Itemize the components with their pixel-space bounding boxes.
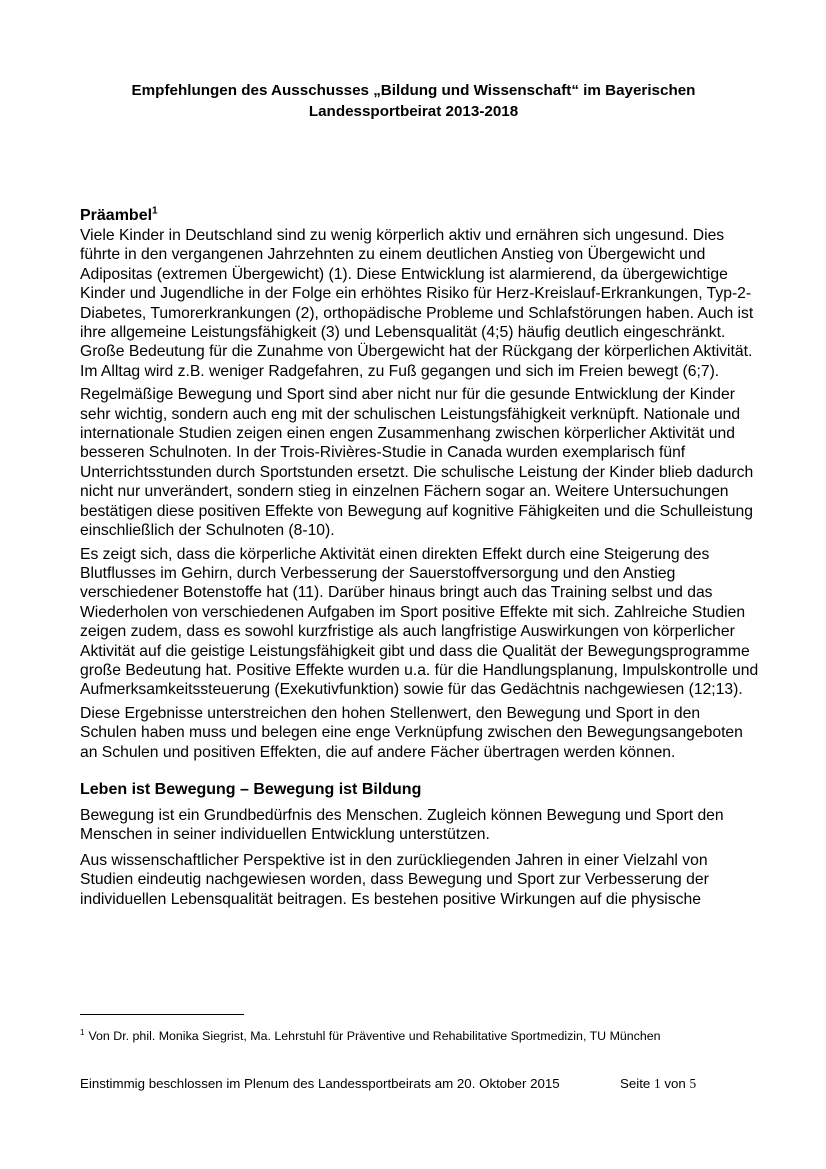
- section-leben-ist-bewegung: [80, 780, 760, 909]
- footer-resolution-text: Einstimmig beschlossen im Plenum des Landessportbeirats am 20. Oktober 2015: [80, 1076, 560, 1091]
- preamble-paragraph-2: Regelmäßige Bewegung und Sport sind aber nicht nur für die gesunde Entwicklung der Kinder sehr wichtig, sondern auch eng mit der schulischen Leistungsfähigkeit verknüpft. Nationale und internationale Studien zeigen einen engen Zusammenhang zwischen körperlicher Aktivität und besseren Schulnoten. In der Trois-Rivières-Studie in Canada wurden exemplarisch fünf Unterrichtsstunden durch Sportstunden ersetzt. Die schulische Leistung der Kinder blieb dadurch nicht nur unverändert, sondern stieg in einzelnen Fächern sogar an. Weitere Untersuchungen bestätigen diese positiven Effekte von Bewegung auf kognitive Fähigkeiten und die Schulleistung einschließlich der Schulnoten (8-10).: [80, 386, 754, 540]
- preamble-paragraph-1: Viele Kinder in Deutschland sind zu wenig körperlich aktiv und ernähren sich ungesund. Dies führte in den vergangenen Jahrzehnten zu einem deutlichen Anstieg von Übergewicht und Adipositas (extremen Übergewicht) (1). Diese Entwicklung ist alarmierend, da übergewichtige Kinder und Jugendliche in der Folge ein erhöhtes Risiko für Herz-Kreislauf-Erkrankungen, Typ-2-Diabetes, Tumorerkrankungen (2), orthopädische Probleme und Schlafstörungen haben. Auch ist ihre allgemeine Leistungsfähigkeit (3) und Lebensqualität (4;5) häufig deutlich eingeschränkt. Große Bedeutung für die Zunahme von Übergewicht hat der Rückgang der körperlichen Aktivität. Im Alltag wird z.B. weniger Radgefahren, zu Fuß gegangen und sich im Freien bewegt (6;7).: [80, 227, 754, 380]
- preamble-paragraph-4: Diese Ergebnisse unterstreichen den hohen Stellenwert, den Bewegung und Sport in den Schulen haben muss und belegen eine enge Verknüpfung zwischen den Bewegungsangeboten an Schulen und positiven Effekten, die auf andere Fächer übertragen werden können.: [80, 704, 743, 761]
- document-body: [80, 206, 760, 915]
- footnote-separator: [80, 1014, 244, 1015]
- preamble-heading-text: Präambel: [80, 207, 153, 224]
- footnote-text: Von Dr. phil. Monika Siegrist, Ma. Lehrstuhl für Präventive und Rehabilitative Sportmedizin, TU München: [88, 1029, 661, 1043]
- total-pages: 5: [689, 1076, 697, 1091]
- section2-heading: Leben ist Bewegung – Bewegung ist Bildung: [80, 780, 422, 798]
- document-title-line-1: Empfehlungen des Ausschusses „Bildung und Wissenschaft“ im Bayerischen: [131, 82, 696, 99]
- preamble-footnote-mark: 1: [152, 205, 158, 217]
- page-number-indicator: [620, 1076, 696, 1092]
- footnote: [80, 1028, 760, 1044]
- current-page-number: 1: [654, 1076, 661, 1091]
- preamble-heading: [80, 206, 760, 226]
- document-title: [80, 80, 747, 122]
- preamble-paragraph-3: Es zeigt sich, dass die körperliche Aktivität einen direkten Effekt durch eine Steigerung des Blutflusses im Gehirn, durch Verbesserung der Sauerstoffversorgung und den Anstieg verschiedener Botenstoffe hat (11). Darüber hinaus bringt auch das Training selbst und das Wiederholen von verschiedenen Aufgaben im Sport positive Effekte mit sich. Zahlreiche Studien zeigen zudem, dass es sowohl kurzfristige als auch langfristige Auswirkungen von körperlicher Aktivität auf die geistige Leistungsfähigkeit gibt und dass die Qualität der Bewegungsprogramme große Bedeutung hat. Positive Effekte wurden u.a. für die Handlungsplanung, Impulskontrolle und Aufmerksamkeitssteuerung (Exekutivfunktion) sowie für das Gedächtnis nachgewiesen (12;13).: [80, 545, 759, 699]
- footnote-mark: 1: [80, 1027, 85, 1037]
- section2-paragraph-2: Aus wissenschaftlicher Perspektive ist in den zurückliegenden Jahren in einer Vielzahl von Studien eindeutig nachgewiesen worden, dass Bewegung und Sport zur Verbesserung der individuellen Lebensqualität beitragen. Es bestehen positive Wirkungen auf die physische: [80, 851, 709, 908]
- document-title-line-2: Landessportbeirat 2013-2018: [308, 103, 519, 120]
- page-label: Seite: [620, 1076, 651, 1091]
- of-label: von: [664, 1076, 686, 1091]
- section2-paragraph-1: Bewegung ist ein Grundbedürfnis des Menschen. Zugleich können Bewegung und Sport den Menschen in seiner individuellen Entwicklung unterstützen.: [80, 806, 724, 844]
